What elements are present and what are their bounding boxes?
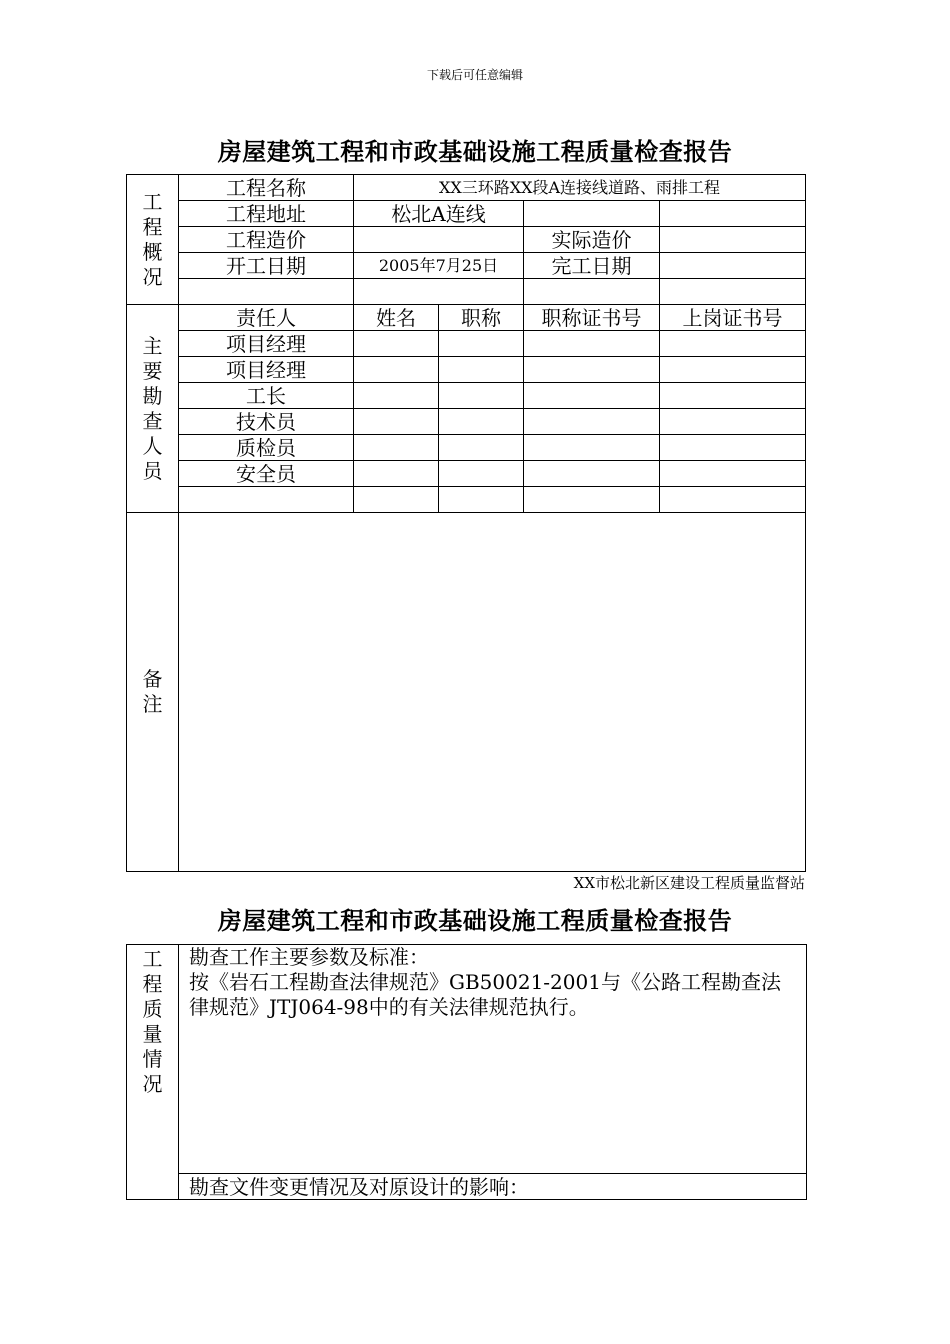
completion-date-value[interactable]	[660, 253, 806, 279]
role-label: 工长	[179, 383, 354, 409]
project-name-label: 工程名称	[179, 175, 354, 201]
post-cert-cell[interactable]	[660, 461, 806, 487]
start-date-label: 开工日期	[179, 253, 354, 279]
title-cert-cell[interactable]	[524, 409, 660, 435]
quality-table	[126, 944, 807, 1200]
personnel-section-label: 主 要 勘 查 人 员	[127, 305, 179, 513]
title-cert-cell[interactable]	[524, 383, 660, 409]
remarks-content[interactable]	[179, 513, 806, 872]
changes-heading[interactable]: 勘查文件变更情况及对原设计的影响：	[179, 1174, 807, 1200]
name-cell[interactable]	[354, 435, 439, 461]
role-label: 技术员	[179, 409, 354, 435]
table-row	[127, 409, 806, 435]
remarks-section-label: 备 注	[127, 513, 179, 872]
actual-cost-value[interactable]	[660, 227, 806, 253]
quality-section-label: 工 程 质 量 情 况	[127, 945, 179, 1200]
overview-row-name	[127, 175, 806, 201]
name-cell[interactable]	[354, 357, 439, 383]
title-cell[interactable]	[439, 357, 524, 383]
table-row	[127, 461, 806, 487]
table-row	[127, 487, 806, 513]
remarks-row	[127, 513, 806, 872]
overview-section-label: 工 程 概 况	[127, 175, 179, 305]
overview-row-cost	[127, 227, 806, 253]
project-address-value[interactable]: 松北A连线	[354, 201, 524, 227]
inspection-table	[126, 174, 806, 872]
title-cell[interactable]	[439, 461, 524, 487]
params-text: 按《岩石工程勘查法律规范》GB50021-2001与《公路工程勘查法律规范》JTJ064-98中的有关法律规范执行。	[189, 970, 781, 1019]
title-cell[interactable]	[439, 331, 524, 357]
actual-cost-label: 实际造价	[524, 227, 660, 253]
name-cell[interactable]	[354, 383, 439, 409]
empty-cell[interactable]	[354, 487, 439, 513]
title-cert-cell[interactable]	[524, 357, 660, 383]
header-post-cert-no: 上岗证书号	[660, 305, 806, 331]
title-cell[interactable]	[439, 383, 524, 409]
empty-cell[interactable]	[179, 279, 354, 305]
title-cert-cell[interactable]	[524, 461, 660, 487]
header-title-cert-no: 职称证书号	[524, 305, 660, 331]
empty-cell[interactable]	[354, 279, 524, 305]
header-title: 职称	[439, 305, 524, 331]
project-cost-value[interactable]	[354, 227, 524, 253]
overview-row-address	[127, 201, 806, 227]
table-row	[127, 435, 806, 461]
role-label: 项目经理	[179, 357, 354, 383]
role-label: 项目经理	[179, 331, 354, 357]
project-name-value[interactable]: XX三环路XX段A连接线道路、雨排工程	[354, 175, 806, 201]
title-cell[interactable]	[439, 409, 524, 435]
project-cost-label: 工程造价	[179, 227, 354, 253]
table-row	[127, 331, 806, 357]
table-row	[127, 357, 806, 383]
personnel-header-row	[127, 305, 806, 331]
empty-cell[interactable]	[660, 279, 806, 305]
header-name: 姓名	[354, 305, 439, 331]
project-address-label: 工程地址	[179, 201, 354, 227]
footer-organization: XX市松北新区建设工程质量监督站	[573, 874, 805, 892]
title-cert-cell[interactable]	[524, 435, 660, 461]
post-cert-cell[interactable]	[660, 331, 806, 357]
header-note: 下载后可任意编辑	[426, 68, 523, 82]
post-cert-cell[interactable]	[660, 357, 806, 383]
empty-cell[interactable]	[439, 487, 524, 513]
start-date-value[interactable]: 2005年7月25日	[354, 253, 524, 279]
report-title: 房屋建筑工程和市政基础设施工程质量检查报告	[217, 137, 733, 166]
empty-cell[interactable]	[660, 487, 806, 513]
header-responsible: 责任人	[179, 305, 354, 331]
params-heading: 勘查工作主要参数及标准：	[189, 945, 429, 969]
role-label: 质检员	[179, 435, 354, 461]
completion-date-label: 完工日期	[524, 253, 660, 279]
quality-params-cell[interactable]	[179, 945, 807, 1174]
name-cell[interactable]	[354, 331, 439, 357]
title-cert-cell[interactable]	[524, 331, 660, 357]
table-row	[127, 383, 806, 409]
title-cell[interactable]	[439, 435, 524, 461]
quality-changes-row	[127, 1174, 807, 1200]
post-cert-cell[interactable]	[660, 383, 806, 409]
empty-cell[interactable]	[179, 487, 354, 513]
report-title-page2: 房屋建筑工程和市政基础设施工程质量检查报告	[217, 906, 733, 935]
name-cell[interactable]	[354, 461, 439, 487]
name-cell[interactable]	[354, 409, 439, 435]
empty-cell[interactable]	[524, 279, 660, 305]
post-cert-cell[interactable]	[660, 409, 806, 435]
quality-params-row	[127, 945, 807, 1174]
empty-cell[interactable]	[524, 487, 660, 513]
role-label: 安全员	[179, 461, 354, 487]
empty-cell[interactable]	[660, 201, 806, 227]
overview-row-blank	[127, 279, 806, 305]
empty-cell[interactable]	[524, 201, 660, 227]
overview-row-dates	[127, 253, 806, 279]
post-cert-cell[interactable]	[660, 435, 806, 461]
